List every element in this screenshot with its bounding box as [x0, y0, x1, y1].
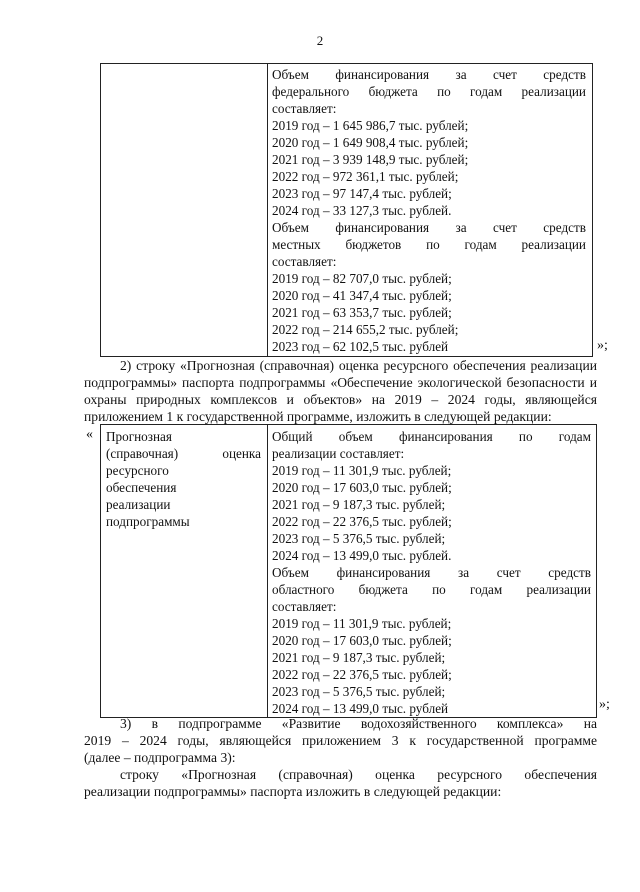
table1-text	[272, 66, 586, 355]
table2-open-quote: «	[86, 427, 93, 442]
paragraph-4	[84, 766, 597, 800]
table1-line: составляет:	[272, 254, 337, 269]
table1-line: 2019 год – 1 645 986,7 тыс. рублей;	[272, 118, 469, 133]
paragraph-3-line: 2019 – 2024 годы, являющейся приложением 3 к государственной программе	[84, 733, 597, 748]
table2-close-quote: »;	[599, 697, 610, 712]
paragraph-2-line: приложением 1 к государственной программе, изложить в следующей редакции:	[84, 409, 552, 424]
table2-right-line: областного бюджета по годам реализации	[272, 582, 591, 597]
table2-left-line: Прогнозная	[106, 429, 172, 444]
paragraph-3-line: 3) в подпрограмме «Развитие водохозяйственного комплекса» на	[120, 716, 597, 731]
table1-line: федерального бюджета по годам реализации	[272, 84, 586, 99]
paragraph-2-line: охраны природных комплексов и объектов» на 2019 – 2024 годы, являющейся	[84, 392, 597, 407]
table2-left-line: ресурсного	[106, 463, 169, 478]
table2-left-line: (справочная) оценка	[106, 446, 261, 461]
table2-right-line: 2024 год – 13 499,0 тыс. рублей	[272, 701, 449, 716]
paragraph-2-line: подпрограммы» паспорта подпрограммы «Обеспечение экологической безопасности и	[84, 375, 597, 390]
table2-right-text	[272, 428, 591, 717]
table1-line: 2024 год – 33 127,3 тыс. рублей.	[272, 203, 452, 218]
table2-left-line: подпрограммы	[106, 514, 190, 529]
table2-right-line: 2020 год – 17 603,0 тыс. рублей;	[272, 633, 452, 648]
table1-line: составляет:	[272, 101, 337, 116]
table2-right-line: 2023 год – 5 376,5 тыс. рублей;	[272, 531, 446, 546]
table2-right-line: 2022 год – 22 376,5 тыс. рублей;	[272, 667, 452, 682]
paragraph-4-line: строку «Прогнозная (справочная) оценка ресурсного обеспечения	[120, 767, 597, 782]
table1-line: 2023 год – 97 147,4 тыс. рублей;	[272, 186, 452, 201]
paragraph-3-line: (далее – подпрограмма 3):	[84, 750, 236, 765]
table2-left-line: обеспечения	[106, 480, 177, 495]
table1-line: 2023 год – 62 102,5 тыс. рублей	[272, 339, 449, 354]
paragraph-4-line: реализации подпрограммы» паспорта изложить в следующей редакции:	[84, 784, 502, 799]
table1-line: 2020 год – 1 649 908,4 тыс. рублей;	[272, 135, 469, 150]
table1-line: 2022 год – 214 655,2 тыс. рублей;	[272, 322, 459, 337]
page-number: 2	[316, 33, 324, 48]
table2-right-line: 2021 год – 9 187,3 тыс. рублей;	[272, 497, 446, 512]
paragraph-2	[84, 357, 597, 425]
table2-right-line: 2023 год – 5 376,5 тыс. рублей;	[272, 684, 446, 699]
table2-right-line: 2021 год – 9 187,3 тыс. рублей;	[272, 650, 446, 665]
table2-left-text	[106, 428, 261, 530]
table2-right-line: реализации составляет:	[272, 446, 405, 461]
table1-close-quote: »;	[597, 338, 608, 353]
table2-right-line: 2019 год – 11 301,9 тыс. рублей;	[272, 616, 452, 631]
table2-right-line: Объем финансирования за счет средств	[272, 565, 591, 580]
table2-left-line: реализации	[106, 497, 171, 512]
table1-line: Объем финансирования за счет средств	[272, 220, 586, 235]
table1-line: 2022 год – 972 361,1 тыс. рублей;	[272, 169, 459, 184]
table2-right-line: составляет:	[272, 599, 337, 614]
paragraph-2-line: 2) строку «Прогнозная (справочная) оценка ресурсного обеспечения реализации	[120, 358, 597, 373]
table1-line: Объем финансирования за счет средств	[272, 67, 586, 82]
table1-line: 2019 год – 82 707,0 тыс. рублей;	[272, 271, 452, 286]
table1-line: 2021 год – 63 353,7 тыс. рублей;	[272, 305, 452, 320]
table2-right-line: 2024 год – 13 499,0 тыс. рублей.	[272, 548, 452, 563]
table1-line: 2021 год – 3 939 148,9 тыс. рублей;	[272, 152, 469, 167]
table2-right-line: 2019 год – 11 301,9 тыс. рублей;	[272, 463, 452, 478]
table1-line: местных бюджетов по годам реализации	[272, 237, 586, 252]
paragraph-3	[84, 715, 597, 766]
table2-right-line: Общий объем финансирования по годам	[272, 429, 591, 444]
table2-right-line: 2020 год – 17 603,0 тыс. рублей;	[272, 480, 452, 495]
table1-line: 2020 год – 41 347,4 тыс. рублей;	[272, 288, 452, 303]
table1-left-cell	[100, 63, 268, 357]
table2-right-line: 2022 год – 22 376,5 тыс. рублей;	[272, 514, 452, 529]
